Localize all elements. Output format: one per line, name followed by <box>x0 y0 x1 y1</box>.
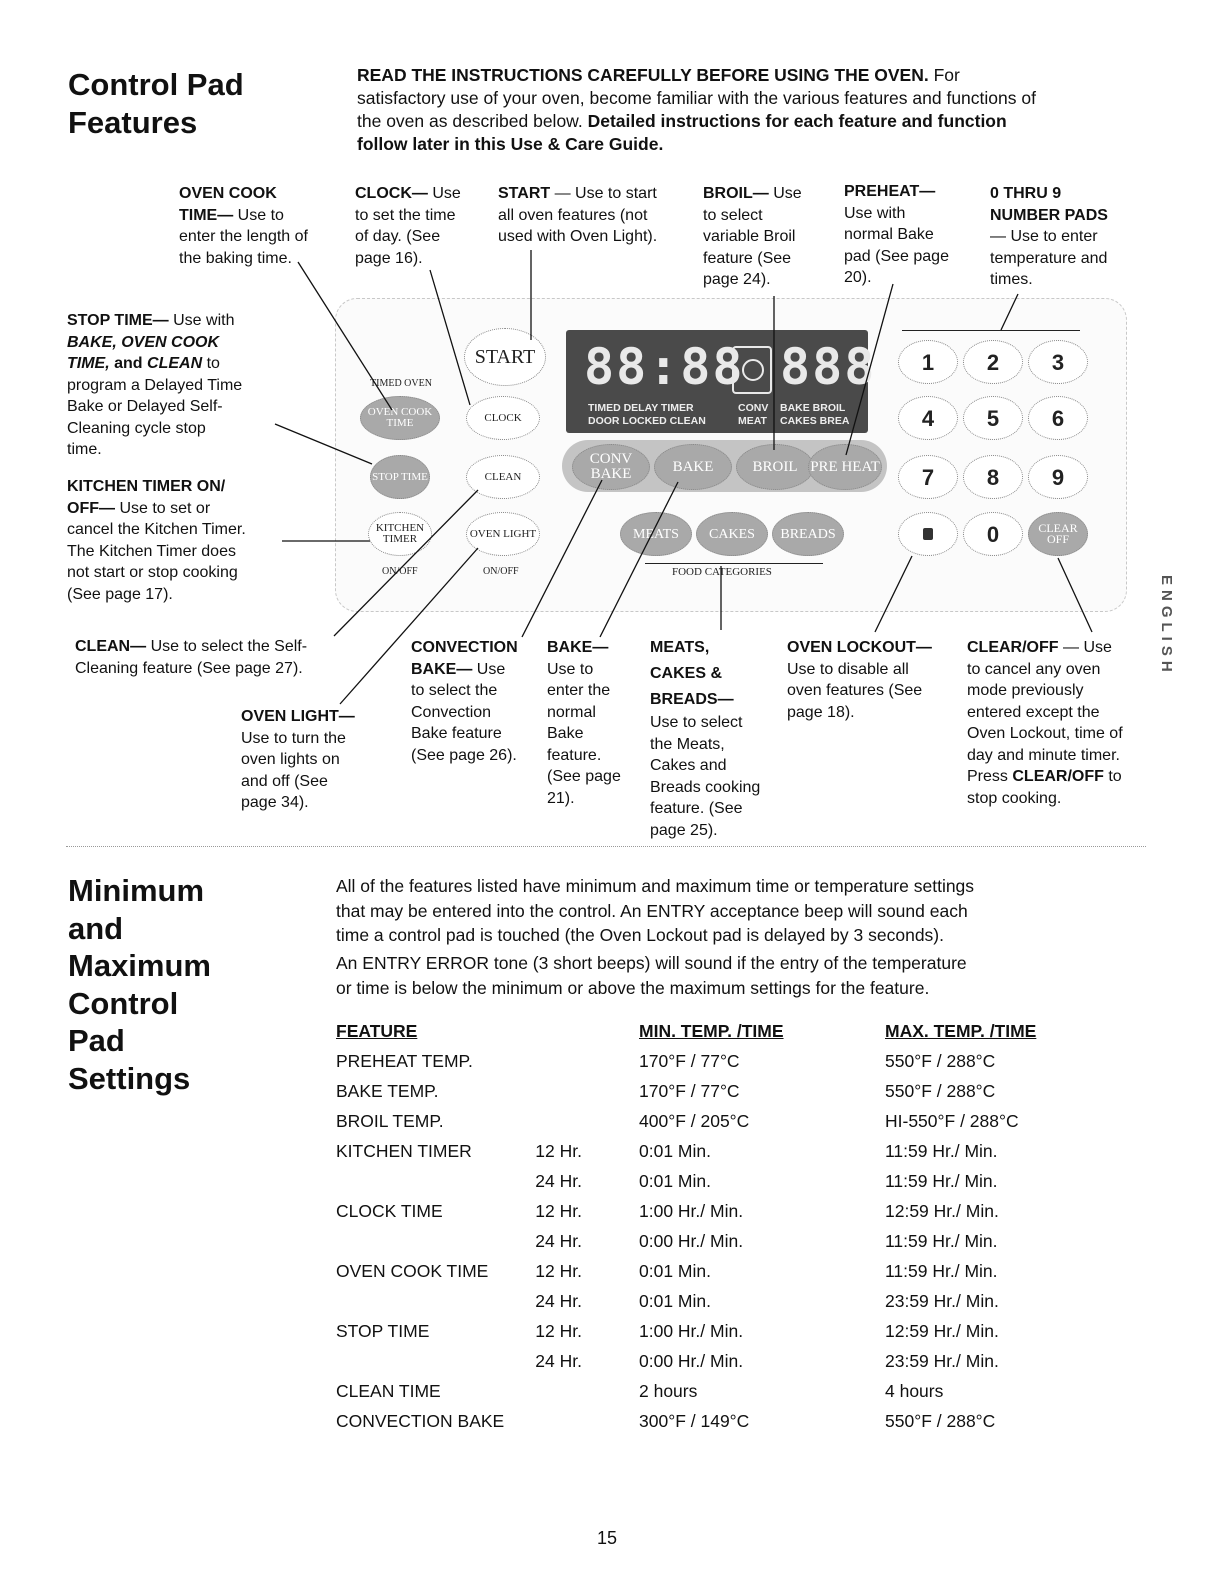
intro-text: the oven as described below. <box>357 111 583 131</box>
key-1[interactable]: 1 <box>898 340 958 384</box>
callout-text: Cakes and <box>650 757 727 774</box>
paragraph-line: An ENTRY ERROR tone (3 short beeps) will sound if the entry of the temperature <box>336 953 967 973</box>
title-line: Control Pad <box>68 67 244 102</box>
max-cell: 11:59 Hr./ Min. <box>885 1170 998 1191</box>
callout-label: CLEAR/OFF <box>1012 768 1104 785</box>
feature-cell: CLEAN TIME <box>336 1380 441 1401</box>
mode-cell <box>514 1046 639 1076</box>
header-feature: FEATURE <box>336 1020 418 1041</box>
callout-text: time. <box>67 441 102 458</box>
callout-text: entered except the <box>967 703 1100 721</box>
paragraph-line: that may be entered into the control. An ENTRY acceptance beep will sound each <box>336 900 968 921</box>
callout-label: MEATS, <box>650 639 710 656</box>
feature-cell: CLOCK TIME <box>336 1200 443 1221</box>
callout-text: the Meats, <box>650 735 725 753</box>
display-conv: CONV <box>738 402 769 414</box>
callout-label: CONVECTION <box>411 639 518 656</box>
display-status-row2: DOOR LOCKED CLEAN <box>588 415 706 427</box>
max-cell: 550°F / 288°C <box>885 1410 996 1431</box>
clean-pad[interactable]: CLEAN <box>466 455 540 499</box>
table-header-row <box>336 1016 1036 1046</box>
mode-cell: 24 Hr. <box>535 1230 582 1251</box>
callout-text: Use with <box>173 312 235 329</box>
stop-time-pad[interactable]: STOP TIME <box>370 455 430 499</box>
title-line: Features <box>68 105 198 140</box>
callout-text: used with Oven Light). <box>498 228 658 245</box>
callout-text: stop cooking. <box>967 789 1062 807</box>
language-tab: ENGLISH <box>1158 575 1175 677</box>
mode-cell: 24 Hr. <box>535 1350 582 1371</box>
callout-text: Use to <box>547 660 594 678</box>
key-2[interactable]: 2 <box>963 340 1023 384</box>
callout-text: program a Delayed Time <box>67 376 243 394</box>
on-off-label: ON/OFF <box>483 566 519 577</box>
key-6[interactable]: 6 <box>1028 396 1088 440</box>
callout-text: — Use <box>1058 639 1112 656</box>
feature-cell <box>336 1286 514 1316</box>
callout-label: 0 THRU 9 <box>990 185 1062 202</box>
intro-text: For <box>933 65 960 85</box>
display-cakes: CAKES BREA <box>780 415 850 427</box>
callout-text: 21). <box>547 789 575 807</box>
callout-text: Use <box>476 660 506 678</box>
mode-cell: 24 Hr. <box>535 1290 582 1311</box>
callout-label: OVEN LIGHT— <box>241 708 355 725</box>
callout-text: Use <box>773 185 802 202</box>
mode-cell: 12 Hr. <box>535 1260 582 1281</box>
callout-label: START <box>498 185 551 202</box>
callout-label: NUMBER PADS <box>990 206 1108 224</box>
table-row <box>336 1346 1036 1376</box>
display-status-row1: TIMED DELAY TIMER <box>588 402 694 414</box>
min-cell: 0:00 Hr./ Min. <box>639 1230 744 1251</box>
intro-bold: Detailed instructions for each feature and function <box>587 111 1007 131</box>
food-categories-label: FOOD CATEGORIES <box>672 566 772 578</box>
mode-cell: 12 Hr. <box>535 1320 582 1341</box>
callout-text: 20). <box>844 269 872 286</box>
max-cell: 4 hours <box>885 1380 944 1401</box>
callout-text: feature (See <box>703 249 792 267</box>
conv-bake-pad[interactable]: CONV BAKE <box>572 444 650 490</box>
feature-cell: CONVECTION BAKE <box>336 1410 505 1431</box>
callout-text: Breads cooking <box>650 778 761 796</box>
broil-pad[interactable]: BROIL <box>736 444 814 490</box>
min-cell: 2 hours <box>639 1380 698 1401</box>
callout-text: not start or stop cooking <box>67 564 238 581</box>
feature-cell <box>336 1226 514 1256</box>
table-row <box>336 1046 1036 1076</box>
callout-text: page 34). <box>241 794 309 811</box>
title-line: Pad <box>68 1023 125 1058</box>
callout-text: to <box>1108 768 1122 785</box>
min-cell: 1:00 Hr./ Min. <box>639 1200 744 1221</box>
table-row <box>336 1286 1036 1316</box>
max-cell: 23:59 Hr./ Min. <box>885 1350 999 1371</box>
mode-cell: 12 Hr. <box>535 1140 582 1161</box>
min-cell: 300°F / 149°C <box>639 1410 750 1431</box>
clear-off-pad[interactable]: CLEAR OFF <box>1028 512 1088 556</box>
settings-paragraph-2 <box>336 951 967 1000</box>
table-row <box>336 1196 1036 1226</box>
clock-pad[interactable]: CLOCK <box>466 396 540 440</box>
table-row <box>336 1106 1036 1136</box>
table-row <box>336 1076 1036 1106</box>
callout-text: oven features (See <box>787 682 923 699</box>
callout-label: BAKE, OVEN COOK <box>67 333 220 351</box>
callout-text: — Use to enter <box>990 228 1098 245</box>
callout-text: oven lights on <box>241 751 340 768</box>
callout-text: Cleaning feature (See page 27). <box>75 659 303 677</box>
settings-table <box>336 1016 1036 1436</box>
table-row <box>336 1316 1036 1346</box>
table-row <box>336 1136 1036 1166</box>
table-row <box>336 1376 1036 1406</box>
min-cell: 0:01 Min. <box>639 1290 711 1311</box>
callout-text: mode previously <box>967 682 1084 699</box>
max-cell: 11:59 Hr./ Min. <box>885 1230 998 1251</box>
title-line: Settings <box>68 1060 191 1096</box>
callout-text: Use to disable all <box>787 660 909 678</box>
mode-cell: 24 Hr. <box>535 1170 582 1191</box>
table-row <box>336 1256 1036 1286</box>
settings-paragraph-1 <box>336 874 974 948</box>
feature-cell: BROIL TEMP. <box>336 1110 444 1131</box>
key-8[interactable]: 8 <box>963 455 1023 499</box>
callout-label: CLOCK— <box>355 185 428 202</box>
callout-text: — Use to start <box>550 185 657 202</box>
callout-text: Use to select <box>650 714 743 731</box>
callout-text: Use to select the Self- <box>150 638 308 655</box>
callout-text: to <box>206 355 220 372</box>
callout-label: PREHEAT— <box>844 183 936 200</box>
intro-bold: follow later in this Use & Care Guide. <box>357 134 664 154</box>
section-title-min-max-settings <box>68 872 211 1097</box>
bake-pad[interactable]: BAKE <box>654 444 732 490</box>
callout-text: variable Broil <box>703 228 796 245</box>
callout-text: (See page 17). <box>67 585 173 603</box>
callout-text: Convection <box>411 703 492 721</box>
callout-text: enter the <box>547 682 611 699</box>
callout-text: feature. <box>547 746 602 764</box>
timed-oven-label: TIMED OVEN <box>370 378 432 389</box>
callout-text: Bake feature <box>411 725 502 742</box>
start-pad[interactable]: START <box>464 328 546 386</box>
callout-text: Use to <box>237 206 284 224</box>
callout-text: to select the <box>411 682 498 699</box>
callout-text: and off (See <box>241 772 328 790</box>
callout-text: page 24). <box>703 271 771 288</box>
callout-text: Use to turn the <box>241 729 346 747</box>
callout-text: cancel the Kitchen Timer. <box>67 521 246 538</box>
callout-text: all oven features (not <box>498 206 648 224</box>
mode-cell <box>514 1376 639 1406</box>
max-cell: 550°F / 288°C <box>885 1080 996 1101</box>
callout-text: page 18). <box>787 703 855 721</box>
callout-text: of day. (See <box>355 228 441 245</box>
callout-label: TIME— <box>179 206 234 224</box>
mode-cell <box>514 1406 639 1436</box>
max-cell: 11:59 Hr./ Min. <box>885 1140 998 1161</box>
callout-text: Press <box>967 768 1008 785</box>
callout-text: (See page 26). <box>411 746 517 764</box>
callout-text: normal Bake <box>844 226 934 243</box>
title-line: Control <box>68 985 179 1021</box>
callout-label: BREADS— <box>650 691 734 708</box>
feature-cell: BAKE TEMP. <box>336 1080 439 1101</box>
callout-text: Bake <box>547 725 584 742</box>
key-0[interactable]: 0 <box>963 512 1023 556</box>
key-5[interactable]: 5 <box>963 396 1023 440</box>
min-cell: 0:00 Hr./ Min. <box>639 1350 744 1371</box>
callout-text: feature. (See <box>650 800 743 817</box>
table-row <box>336 1406 1036 1436</box>
title-line: and <box>68 910 124 946</box>
feature-cell <box>336 1346 514 1376</box>
callout-label: OVEN LOCKOUT— <box>787 639 932 656</box>
title-line: Minimum <box>68 873 205 908</box>
max-cell: 550°F / 288°C <box>885 1050 996 1071</box>
callout-label: BAKE— <box>411 660 473 678</box>
callout-text: (See page <box>547 768 621 785</box>
callout-label: OVEN COOK <box>179 185 277 202</box>
title-line: Maximum <box>68 948 211 983</box>
key-4[interactable]: 4 <box>898 396 958 440</box>
callout-label: CLEAN <box>147 355 203 372</box>
feature-cell <box>336 1166 514 1196</box>
callout-text: The Kitchen Timer does <box>67 542 236 560</box>
callout-text: Bake or Delayed Self- <box>67 398 223 415</box>
mode-cell: 12 Hr. <box>535 1200 582 1221</box>
callout-label: TIME, <box>67 355 110 372</box>
callout-text: Use to set or <box>119 499 211 517</box>
feature-cell: OVEN COOK TIME <box>336 1260 489 1281</box>
max-cell: HI-550°F / 288°C <box>885 1110 1019 1131</box>
oven-light-pad[interactable]: OVEN LIGHT <box>466 512 540 556</box>
mode-cell <box>514 1106 639 1136</box>
max-cell: 23:59 Hr./ Min. <box>885 1290 999 1311</box>
callout-label: BROIL— <box>703 185 769 202</box>
min-cell: 0:01 Min. <box>639 1170 711 1191</box>
callout-text: Oven Lockout, time of <box>967 725 1123 742</box>
page-number: 15 <box>597 1528 618 1548</box>
callout-text: page 25). <box>650 821 718 839</box>
callout-label: CAKES & <box>650 665 723 682</box>
min-cell: 170°F / 77°C <box>639 1050 740 1071</box>
mode-cell <box>514 1076 639 1106</box>
display-temp: 888 <box>780 338 877 396</box>
callout-text: Cleaning cycle stop <box>67 419 206 437</box>
paragraph-line: or time is below the minimum or above the maximum settings for the feature. <box>336 977 930 998</box>
callout-text: to select <box>703 206 763 224</box>
callout-label: STOP TIME— <box>67 312 169 329</box>
feature-cell: KITCHEN TIMER <box>336 1140 472 1161</box>
key-3[interactable]: 3 <box>1028 340 1088 384</box>
table-row <box>336 1226 1036 1256</box>
intro-bold: READ THE INSTRUCTIONS CAREFULLY BEFORE USING THE OVEN. <box>357 65 929 85</box>
max-cell: 12:59 Hr./ Min. <box>885 1320 999 1341</box>
callout-text: temperature and <box>990 249 1108 267</box>
meats-pad[interactable]: MEATS <box>620 512 692 556</box>
display-time: 88:88 <box>584 338 745 396</box>
min-cell: 0:01 Min. <box>639 1260 711 1281</box>
intro-text: satisfactory use of your oven, become familiar with the various features and functions of <box>357 88 1036 108</box>
callout-text: the baking time. <box>179 249 292 267</box>
header-max: MAX. TEMP. /TIME <box>885 1020 1037 1041</box>
display-meat: MEAT <box>738 415 767 427</box>
callout-label: OFF— <box>67 499 115 517</box>
table-row <box>336 1166 1036 1196</box>
min-cell: 400°F / 205°C <box>639 1110 750 1131</box>
pre-heat-pad[interactable]: PRE HEAT <box>808 444 882 490</box>
callout-text: normal <box>547 703 596 721</box>
callout-text: enter the length of <box>179 228 308 245</box>
callout-text: pad (See page <box>844 247 949 265</box>
section-divider <box>66 846 1146 847</box>
min-cell: 1:00 Hr./ Min. <box>639 1320 744 1341</box>
kitchen-timer-pad[interactable]: KITCHEN TIMER <box>368 512 432 556</box>
cakes-pad[interactable]: CAKES <box>696 512 768 556</box>
feature-cell: STOP TIME <box>336 1320 430 1341</box>
max-cell: 11:59 Hr./ Min. <box>885 1260 998 1281</box>
callout-text: day and minute timer. <box>967 746 1120 764</box>
callout-text: Use with <box>844 204 906 222</box>
max-cell: 12:59 Hr./ Min. <box>885 1200 999 1221</box>
callout-text: to set the time <box>355 206 456 224</box>
paragraph-line: All of the features listed have minimum and maximum time or temperature settings <box>336 876 975 896</box>
feature-cell: PREHEAT TEMP. <box>336 1050 473 1071</box>
on-off-label: ON/OFF <box>382 566 418 577</box>
display-bake-broil: BAKE BROIL <box>780 402 846 414</box>
callout-text: Use <box>432 185 461 202</box>
key-7[interactable]: 7 <box>898 455 958 499</box>
breads-pad[interactable]: BREADS <box>772 512 844 556</box>
callout-text: to cancel any oven <box>967 660 1101 678</box>
paragraph-line: time a control pad is touched (the Oven Lockout pad is delayed by 3 seconds). <box>336 925 944 945</box>
callout-label: CLEAR/OFF <box>967 639 1059 656</box>
callout-label: KITCHEN TIMER ON/ <box>67 478 226 495</box>
callout-label: CLEAN— <box>75 638 147 655</box>
callout-text: times. <box>990 271 1033 288</box>
header-min: MIN. TEMP. /TIME <box>639 1020 784 1041</box>
callout-label: BAKE— <box>547 639 609 656</box>
min-cell: 0:01 Min. <box>639 1140 711 1161</box>
callout-label: and <box>114 355 143 372</box>
key-9[interactable]: 9 <box>1028 455 1088 499</box>
oven-cook-time-pad[interactable]: OVEN COOK TIME <box>360 396 440 440</box>
callout-text: page 16). <box>355 249 423 267</box>
min-cell: 170°F / 77°C <box>639 1080 740 1101</box>
